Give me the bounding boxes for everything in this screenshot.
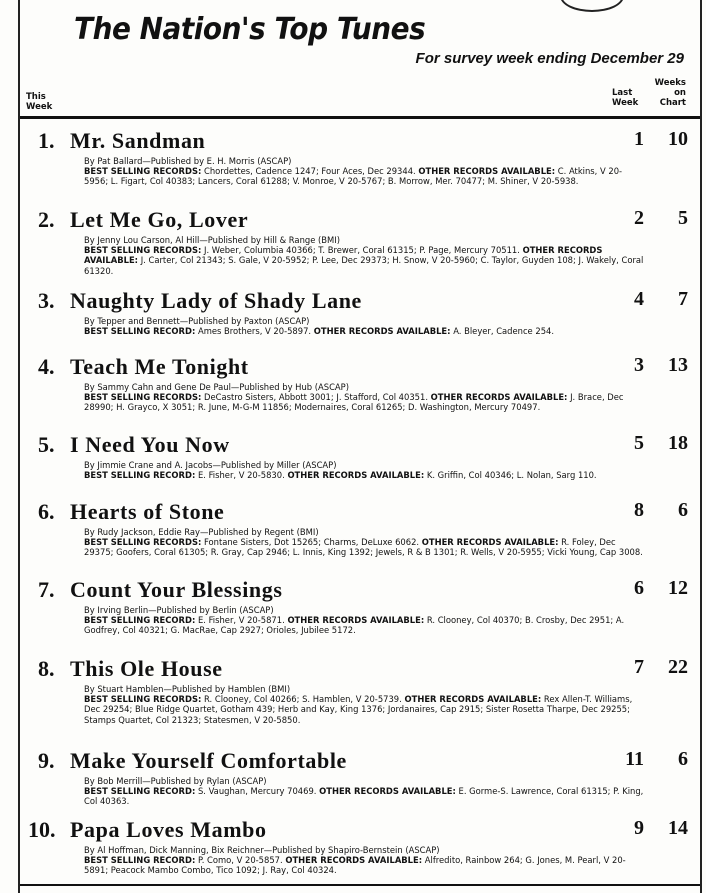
song-details bbox=[84, 460, 644, 480]
best-selling-records: Ames Brothers, V 20-5897. bbox=[197, 326, 312, 337]
song-line bbox=[28, 817, 688, 842]
song-details bbox=[84, 235, 644, 276]
column-header-this-week-text: This Week bbox=[26, 92, 53, 112]
column-header-this-week bbox=[26, 92, 54, 112]
rank-number: 8. bbox=[38, 656, 55, 681]
other-records-label: OTHER RECORDS AVAILABLE: bbox=[285, 855, 423, 866]
rank-number: 10. bbox=[28, 817, 56, 842]
chart-entry bbox=[38, 354, 688, 413]
song-credit: By Stuart Hamblen—Published by Hamblen (BMI) bbox=[84, 684, 291, 694]
song-credit: By Rudy Jackson, Eddie Ray—Published by Regent (BMI) bbox=[84, 527, 319, 537]
other-records: C. Atkins, V 20-5956; L. Figart, Col 40383; Lancers, Coral 61288; V. Monroe, V 20-5767; B. Morrow, Mer. 70477; M. Shiner, V 20-5938. bbox=[84, 166, 623, 187]
chart-entry bbox=[38, 288, 688, 336]
header-rule bbox=[20, 116, 700, 119]
song-details bbox=[84, 527, 644, 558]
song-details bbox=[84, 684, 644, 725]
rank-number: 3. bbox=[38, 288, 55, 313]
song-line bbox=[38, 207, 688, 231]
other-records-label: OTHER RECORDS AVAILABLE: bbox=[319, 786, 456, 797]
other-records: A. Bleyer, Cadence 254. bbox=[453, 326, 555, 337]
song-title: Hearts of Stone bbox=[70, 499, 225, 524]
rank-number: 2. bbox=[38, 207, 55, 232]
rank-number: 7. bbox=[38, 577, 55, 602]
survey-date: For survey week ending December 29 bbox=[415, 50, 684, 67]
song-title: This Ole House bbox=[70, 656, 223, 681]
other-records-label: OTHER RECORDS AVAILABLE: bbox=[287, 615, 425, 626]
rank-number: 1. bbox=[38, 128, 55, 153]
song-line bbox=[38, 499, 688, 523]
last-week-position: 9 bbox=[634, 817, 644, 839]
rank-number: 6. bbox=[38, 499, 55, 524]
chart-entry bbox=[38, 577, 688, 636]
last-week-position: 5 bbox=[634, 432, 644, 454]
last-week-position: 1 bbox=[634, 128, 644, 150]
other-records-label: OTHER RECORDS AVAILABLE: bbox=[421, 537, 559, 548]
song-credit: By Bob Merrill—Published by Rylan (ASCAP) bbox=[84, 776, 267, 786]
song-title: Naughty Lady of Shady Lane bbox=[70, 288, 362, 313]
best-selling-label: BEST SELLING RECORD: bbox=[84, 786, 196, 797]
weeks-on-chart: 12 bbox=[668, 577, 688, 599]
chart-entry bbox=[38, 748, 688, 807]
song-line bbox=[38, 577, 688, 601]
last-week-position: 4 bbox=[634, 288, 644, 310]
weeks-on-chart: 6 bbox=[678, 499, 688, 521]
song-details bbox=[84, 316, 644, 336]
other-records: E. Gorme-S. Lawrence, Coral 61315; P. King, Col 40363. bbox=[84, 786, 644, 807]
last-week-position: 6 bbox=[634, 577, 644, 599]
song-line bbox=[38, 128, 688, 152]
song-details bbox=[84, 382, 644, 413]
other-records: J. Carter, Col 21343; S. Gale, V 20-5952; P. Lee, Dec 29373; H. Snow, V 20-5960; C. Taylor, Guyden 108; J. Wakely, Coral 61320. bbox=[84, 255, 644, 276]
right-border bbox=[700, 0, 702, 893]
chart-entry bbox=[38, 656, 688, 725]
song-line bbox=[38, 656, 688, 680]
best-selling-records: S. Vaughan, Mercury 70469. bbox=[197, 786, 317, 797]
other-records-label: OTHER RECORDS AVAILABLE: bbox=[313, 326, 451, 337]
best-selling-records: J. Weber, Columbia 40366; T. Brewer, Coral 61315; P. Page, Mercury 70511. bbox=[204, 245, 520, 256]
weeks-on-chart: 22 bbox=[668, 656, 688, 678]
best-selling-label: BEST SELLING RECORDS: bbox=[84, 166, 202, 177]
song-details bbox=[84, 776, 644, 807]
song-credit: By Al Hoffman, Dick Manning, Bix Reichner—Published by Shapiro-Bernstein (ASCAP) bbox=[84, 845, 440, 855]
song-details bbox=[84, 156, 644, 187]
chart-entry bbox=[38, 207, 688, 276]
song-title: Papa Loves Mambo bbox=[70, 817, 267, 842]
left-border bbox=[18, 0, 20, 893]
best-selling-records: R. Clooney, Col 40266; S. Hamblen, V 20-5739. bbox=[204, 694, 402, 705]
other-records-label: OTHER RECORDS AVAILABLE: bbox=[404, 694, 542, 705]
best-selling-label: BEST SELLING RECORD: bbox=[84, 615, 196, 626]
other-records: R. Clooney, Col 40370; B. Crosby, Dec 2951; A. Godfrey, Col 40321; G. MacRae, Cap 2927; Orioles, Jubilee 5172. bbox=[84, 615, 625, 636]
other-records: R. Foley, Dec 29375; Goofers, Coral 61305; R. Gray, Cap 2946; L. Innis, King 1392; Jewels, R & B 1301; R. Wells, V 20-5955; Vicki Young, Cap 3008. bbox=[84, 537, 643, 558]
best-selling-records: P. Como, V 20-5857. bbox=[197, 855, 283, 866]
song-line bbox=[38, 748, 688, 772]
chart-entry bbox=[38, 499, 688, 558]
song-credit: By Jenny Lou Carson, Al Hill—Published by Hill & Range (BMI) bbox=[84, 235, 340, 245]
rank-number: 5. bbox=[38, 432, 55, 457]
rank-number: 9. bbox=[38, 748, 55, 773]
song-credit: By Jimmie Crane and A. Jacobs—Published by Miller (ASCAP) bbox=[84, 460, 337, 470]
other-records-label: OTHER RECORDS AVAILABLE: bbox=[418, 166, 556, 177]
song-title: Let Me Go, Lover bbox=[70, 207, 249, 232]
song-title: Mr. Sandman bbox=[70, 128, 206, 153]
best-selling-records: E. Fisher, V 20-5830. bbox=[197, 470, 285, 481]
last-week-position: 3 bbox=[634, 354, 644, 376]
chart-entry bbox=[38, 432, 688, 480]
best-selling-records: E. Fisher, V 20-5871. bbox=[197, 615, 285, 626]
weeks-on-chart: 13 bbox=[668, 354, 688, 376]
best-selling-records: DeCastro Sisters, Abbott 3001; J. Stafford, Col 40351. bbox=[204, 392, 428, 403]
weeks-on-chart: 7 bbox=[678, 288, 688, 310]
other-records: Rex Allen-T. Williams, Dec 29254; Blue Ridge Quartet, Gotham 439; Herb and Kay, King 1376; Jordanaires, Cap 2915; Sister Rosetta Tharpe, Dec 29255; Stamps Quartet, Col 21323; Statesmen, V 20-5850. bbox=[84, 694, 633, 725]
weeks-on-chart: 14 bbox=[668, 817, 688, 839]
other-records-label: OTHER RECORDS AVAILABLE: bbox=[84, 245, 603, 266]
song-credit: By Sammy Cahn and Gene De Paul—Published by Hub (ASCAP) bbox=[84, 382, 349, 392]
song-title: Count Your Blessings bbox=[70, 577, 283, 602]
last-week-position: 8 bbox=[634, 499, 644, 521]
last-week-position: 11 bbox=[625, 748, 644, 770]
chart-entry bbox=[28, 817, 688, 876]
song-details bbox=[84, 605, 644, 636]
rank-number: 4. bbox=[38, 354, 55, 379]
best-selling-label: BEST SELLING RECORD: bbox=[84, 470, 196, 481]
column-header-weeks-on-chart bbox=[652, 78, 686, 108]
best-selling-label: BEST SELLING RECORDS: bbox=[84, 245, 202, 256]
best-selling-label: BEST SELLING RECORDS: bbox=[84, 694, 202, 705]
best-selling-label: BEST SELLING RECORDS: bbox=[84, 392, 202, 403]
song-title: I Need You Now bbox=[70, 432, 230, 457]
song-line bbox=[38, 432, 688, 456]
weeks-on-chart: 5 bbox=[678, 207, 688, 229]
song-line bbox=[38, 354, 688, 378]
song-credit: By Pat Ballard—Published by E. H. Morris (ASCAP) bbox=[84, 156, 292, 166]
page-title: The Nation's Top Tunes bbox=[74, 12, 426, 47]
song-credit: By Irving Berlin—Published by Berlin (ASCAP) bbox=[84, 605, 274, 615]
song-title: Make Yourself Comfortable bbox=[70, 748, 347, 773]
best-selling-label: BEST SELLING RECORDS: bbox=[84, 537, 202, 548]
chart-entry bbox=[38, 128, 688, 187]
song-credit: By Tepper and Bennett—Published by Paxton (ASCAP) bbox=[84, 316, 310, 326]
decorative-arc bbox=[560, 0, 624, 12]
other-records-label: OTHER RECORDS AVAILABLE: bbox=[287, 470, 425, 481]
other-records: K. Griffin, Col 40346; L. Nolan, Sarg 110. bbox=[426, 470, 597, 481]
song-title: Teach Me Tonight bbox=[70, 354, 249, 379]
bottom-rule bbox=[20, 884, 700, 886]
column-header-weeks-on-chart-text: Weeks on Chart bbox=[654, 78, 686, 108]
last-week-position: 2 bbox=[634, 207, 644, 229]
song-line bbox=[38, 288, 688, 312]
other-records: Alfredito, Rainbow 264; G. Jones, M. Pearl, V 20-5891; Peacock Mambo Combo, Tico 1092; J. Ray, Col 40324. bbox=[84, 855, 626, 876]
best-selling-records: Chordettes, Cadence 1247; Four Aces, Dec 29344. bbox=[204, 166, 416, 177]
song-details bbox=[84, 845, 644, 876]
weeks-on-chart: 18 bbox=[668, 432, 688, 454]
best-selling-records: Fontane Sisters, Dot 15265; Charms, DeLuxe 6062. bbox=[204, 537, 420, 548]
other-records-label: OTHER RECORDS AVAILABLE: bbox=[430, 392, 568, 403]
other-records: J. Brace, Dec 28990; H. Grayco, X 3051; R. June, M-G-M 11856; Modernaires, Coral 61265; D. Washington, Mercury 70497. bbox=[84, 392, 624, 413]
column-header-last-week-text: Last Week bbox=[612, 88, 639, 108]
best-selling-label: BEST SELLING RECORD: bbox=[84, 855, 196, 866]
column-header-last-week bbox=[612, 88, 642, 108]
best-selling-label: BEST SELLING RECORD: bbox=[84, 326, 196, 337]
weeks-on-chart: 10 bbox=[668, 128, 688, 150]
weeks-on-chart: 6 bbox=[678, 748, 688, 770]
last-week-position: 7 bbox=[634, 656, 644, 678]
